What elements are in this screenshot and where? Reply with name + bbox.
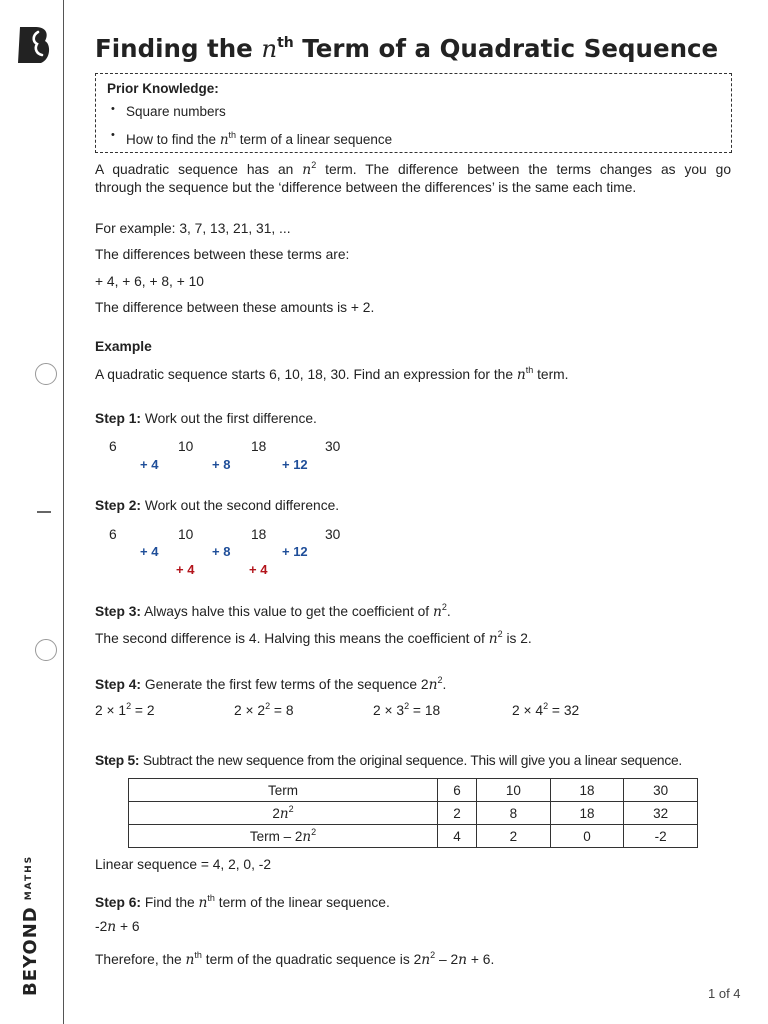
square-calc: $2 \times 3^2 = 18$	[373, 701, 441, 718]
table-cell: 18	[550, 779, 624, 802]
prior-knowledge-item: • Square numbers	[126, 104, 226, 119]
first-difference: + 12	[282, 457, 308, 472]
prior-knowledge-item: • How to find the $n^{th}$ term of a linear sequence	[126, 130, 392, 148]
subtraction-table	[128, 778, 698, 848]
margin-line	[63, 0, 64, 1024]
table-row	[129, 825, 698, 848]
second-difference: + 4	[176, 562, 195, 577]
sequence-term: 10	[178, 439, 194, 454]
table-cell: 32	[624, 802, 698, 825]
first-difference: + 12	[282, 544, 308, 559]
table-cell: 6	[437, 779, 476, 802]
linear-nth-term: -2n + 6	[95, 919, 140, 935]
second-difference: + 4	[249, 562, 268, 577]
sequence-term: 30	[325, 439, 341, 454]
square-calc: $2 \times 2^2 = 8$	[234, 701, 294, 718]
table-cell: 4	[437, 825, 476, 848]
step-4: Step 4: Generate the first few terms of the sequence $2n^2$.	[95, 675, 447, 693]
table-cell: 2	[437, 802, 476, 825]
beyond-logo	[16, 24, 52, 66]
table-cell: 18	[550, 802, 624, 825]
fold-mark	[37, 511, 51, 513]
example-question: A quadratic sequence starts 6, 10, 18, 30. Find an expression for the $n^{th}$ term.	[95, 365, 569, 383]
table-cell: 30	[624, 779, 698, 802]
table-cell: 2	[477, 825, 551, 848]
first-difference: + 4	[140, 457, 159, 472]
differences-label: The differences between these terms are:	[95, 247, 350, 262]
sequence-term: 6	[109, 439, 117, 454]
differences-values: + 4, + 6, + 8, + 10	[95, 274, 204, 289]
table-row	[129, 802, 698, 825]
table-cell: 8	[477, 802, 551, 825]
step-6: Step 6: Find the $n^{th}$ term of the linear sequence.	[95, 893, 390, 911]
intro-line: A quadratic sequence has an $n^2$ term. The difference between the terms changes as you go	[95, 160, 731, 178]
example-sequence: For example: 3, 7, 13, 21, 31, ...	[95, 221, 291, 236]
step-1: Step 1: Work out the first difference.	[95, 411, 317, 426]
sequence-term: 6	[109, 527, 117, 542]
table-cell: -2	[624, 825, 698, 848]
table-cell: 10	[477, 779, 551, 802]
step-3: Step 3: Always halve this value to get the coefficient of $n^2$.	[95, 602, 451, 620]
conclusion: Therefore, the $n^{th}$ term of the quadratic sequence is $2n^2 - 2n + 6$.	[95, 950, 495, 968]
first-difference: + 8	[212, 544, 231, 559]
sequence-term: 18	[251, 527, 267, 542]
punch-hole	[35, 639, 57, 661]
table-cell: 0	[550, 825, 624, 848]
page-title: Finding the $n^{th}$ Term of a Quadratic Sequence	[95, 34, 719, 63]
example-heading: Example	[95, 339, 152, 354]
sequence-term: 30	[325, 527, 341, 542]
step-3-explanation: The second difference is 4. Halving this means the coefficient of $n^2$ is 2.	[95, 629, 532, 647]
prior-knowledge-box	[95, 73, 732, 153]
step-5: Step 5: Subtract the new sequence from the original sequence. This will give you a linear sequence.	[95, 753, 682, 768]
intro-line: through the sequence but the ‘difference between the differences’ is the same each time.	[95, 180, 637, 195]
first-difference: + 8	[212, 457, 231, 472]
row-label: Term – $2n^2$	[129, 825, 438, 848]
square-calc: $2 \times 1^2 = 2$	[95, 701, 155, 718]
square-calc: $2 \times 4^2 = 32$	[512, 701, 580, 718]
second-difference-text: The difference between these amounts is + 2.	[95, 300, 375, 315]
row-label: Term	[129, 779, 438, 802]
prior-knowledge-heading: Prior Knowledge:	[107, 81, 219, 96]
page-number: 1 of 4	[708, 986, 741, 1001]
table-row	[129, 779, 698, 802]
linear-sequence: Linear sequence = 4, 2, 0, -2	[95, 857, 272, 872]
brand-mark: $BEYOND^{MATHS}$	[20, 854, 41, 996]
step-2: Step 2: Work out the second difference.	[95, 498, 340, 513]
sequence-term: 10	[178, 527, 194, 542]
sequence-term: 18	[251, 439, 267, 454]
first-difference: + 4	[140, 544, 159, 559]
row-label: $2n^2$	[129, 802, 438, 825]
punch-hole	[35, 363, 57, 385]
